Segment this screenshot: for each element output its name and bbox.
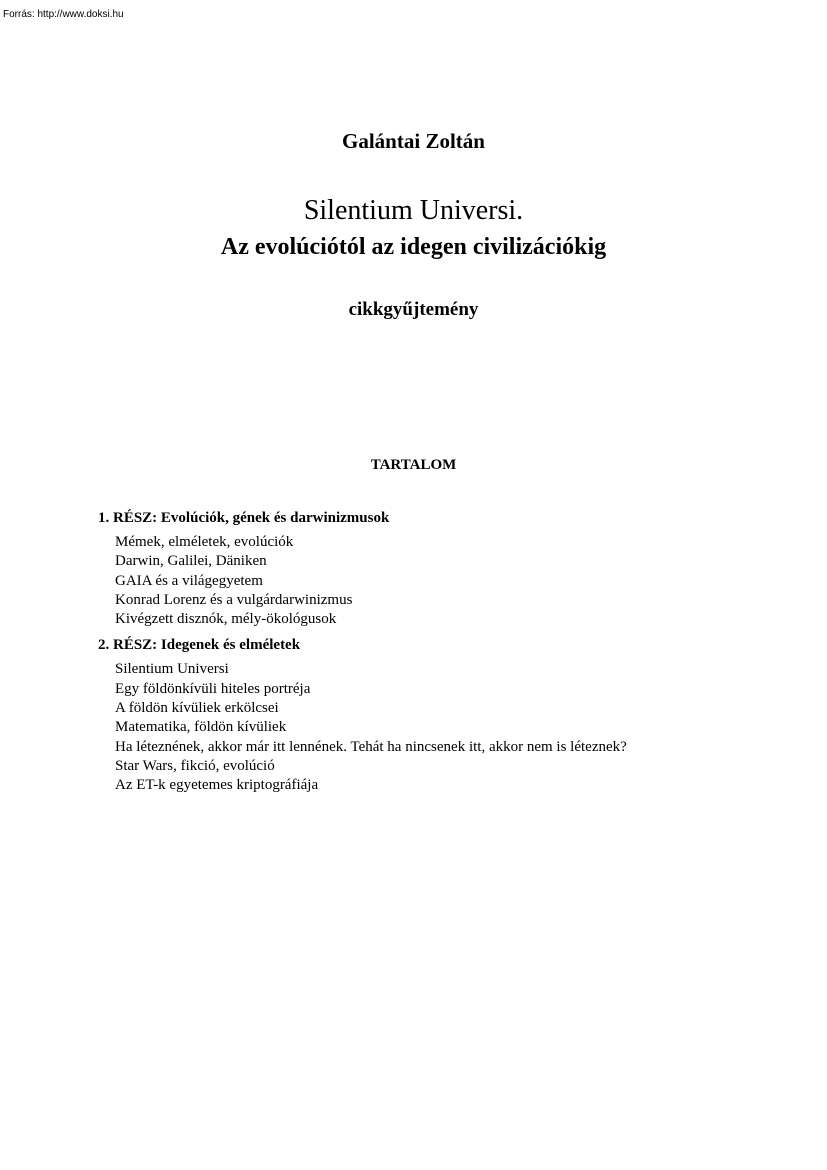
list-item: Kivégzett disznók, mély-ökológusok xyxy=(115,611,337,628)
list-item: Ha léteznének, akkor már itt lennének. Tehát ha nincsenek itt, akkor nem is léteznek? xyxy=(115,738,627,755)
toc-part-1 xyxy=(98,507,798,629)
list-item: Matematika, földön kívüliek xyxy=(115,719,287,736)
list-item: Silentium Universi xyxy=(115,661,229,678)
part-item-list xyxy=(115,660,798,795)
part-item-list xyxy=(115,533,798,629)
list-item: Mémek, elméletek, evolúciók xyxy=(115,534,294,550)
table-of-contents xyxy=(98,507,798,796)
author-name: Galántai Zoltán xyxy=(342,129,485,153)
list-item: GAIA és a világegyetem xyxy=(115,572,263,589)
list-item: Az ET-k egyetemes kriptográfiája xyxy=(115,777,319,794)
document-subtitle: Az evolúciótól az idegen civilizációkig xyxy=(220,234,607,260)
part-title: 1. RÉSZ: Evolúciók, gének és darwinizmusok xyxy=(98,510,390,526)
list-item: Konrad Lorenz és a vulgárdarwinizmus xyxy=(115,591,353,608)
document-genre: cikkgyűjtemény xyxy=(348,299,479,320)
list-item: Star Wars, fikció, evolúció xyxy=(115,757,275,774)
toc-part-2 xyxy=(98,634,798,795)
list-item: A földön kívüliek erkölcsei xyxy=(115,700,279,717)
list-item: Egy földönkívüli hiteles portréja xyxy=(115,680,311,697)
part-title: 2. RÉSZ: Idegenek és elméletek xyxy=(98,637,301,654)
list-item: Darwin, Galilei, Däniken xyxy=(115,553,267,570)
document-title: Silentium Universi. xyxy=(303,195,524,226)
toc-heading: TARTALOM xyxy=(370,457,457,473)
source-url: Forrás: http://www.doksi.hu xyxy=(3,9,124,20)
